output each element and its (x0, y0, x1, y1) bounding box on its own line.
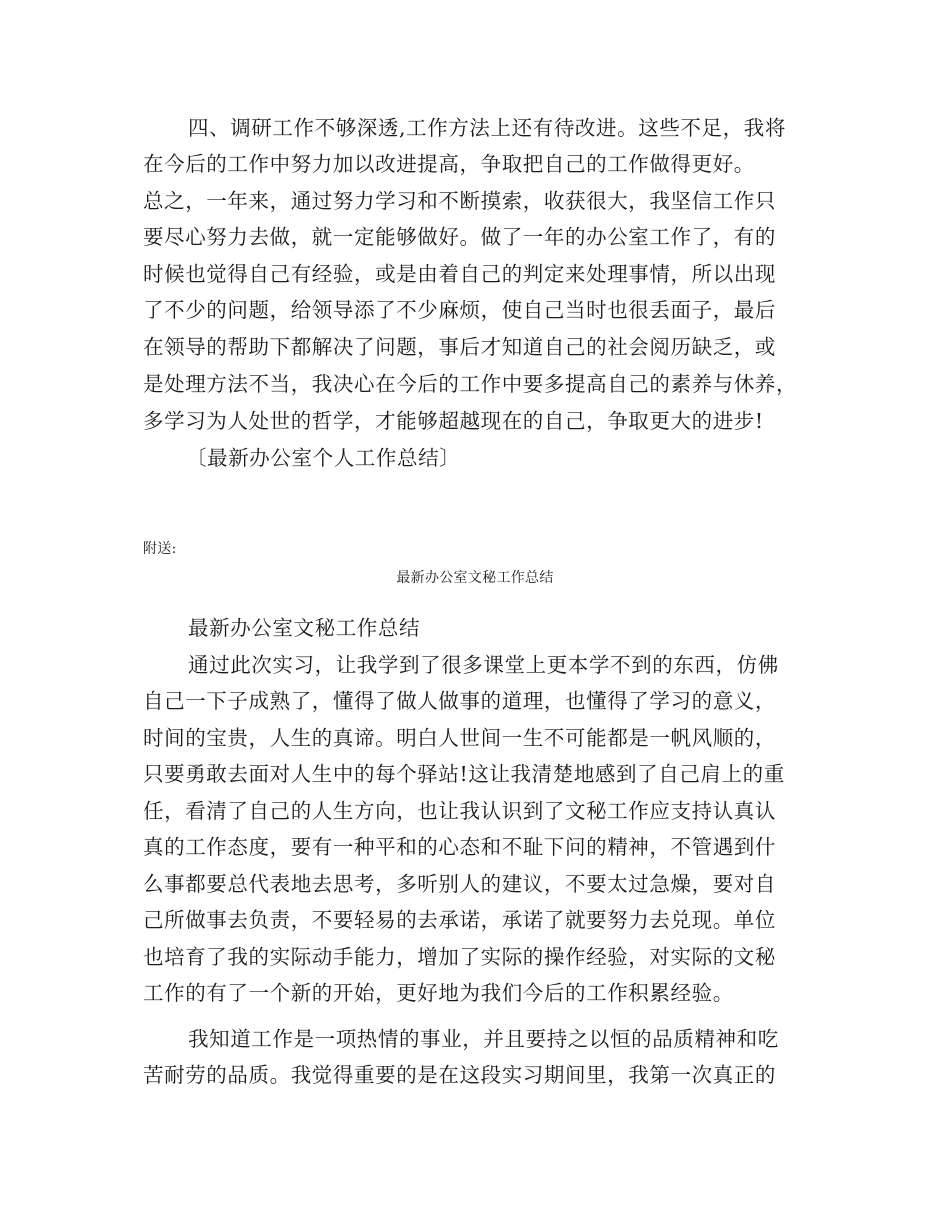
paragraph-line: 么事都要总代表地去思考，多听别人的建议，不要太过急燥，要对自 (143, 872, 776, 896)
paragraph-line: 任，看清了自己的人生方向，也让我认识到了文秘工作应支持认真认 (143, 799, 776, 823)
paragraph-line: 也培育了我的实际动手能力，增加了实际的操作经验，对实际的文秘 (143, 945, 776, 969)
paragraph-line: 己所做事去负责，不要轻易的去承诺，承诺了就要努力去兑现。单位 (143, 908, 776, 932)
paragraph-line: 总之，一年来，通过努力学习和不断摸索，收获很大，我坚信工作只 (143, 189, 776, 213)
paragraph-line: 在今后的工作中努力加以改进提高，争取把自己的工作做得更好。 (143, 152, 755, 176)
paragraph-line: 我知道工作是一项热情的事业，并且要持之以恒的品质精神和吃 (188, 1027, 779, 1051)
paragraph-line: 时间的宝贵，人生的真谛。明白人世间一生不可能都是一帆风顺的， (143, 726, 776, 750)
appendix-label: 附送: (143, 541, 177, 557)
paragraph-line: 时候也觉得自己有经验，或是由着自己的判定来处理事情，所以出现 (143, 262, 776, 286)
paragraph-line: 工作的有了一个新的开始，更好地为我们今后的工作积累经验。 (143, 981, 734, 1005)
paragraph-line: 只要勇敢去面对人生中的每个驿站!这让我清楚地感到了自己肩上的重 (143, 762, 785, 786)
paragraph-line: 了不少的问题，给领导添了不少麻烦，使自己当时也很丢面子，最后 (143, 298, 776, 322)
appendix-title: 最新办公室文秘工作总结 (396, 570, 554, 586)
paragraph-line: 苦耐劳的品质。我觉得重要的是在这段实习期间里，我第一次真正的 (143, 1063, 776, 1087)
section-caption: 〔最新办公室个人工作总结〕 (186, 446, 461, 470)
paragraph-line: 多学习为人处世的哲学，才能够超越现在的自己，争取更大的进步! (143, 409, 764, 433)
paragraph-line: 真的工作态度，要有一种平和的心态和不耻下问的精神，不管遇到什 (143, 835, 776, 859)
article-subtitle: 最新办公室文秘工作总结 (188, 616, 421, 640)
paragraph-line: 是处理方法不当，我决心在今后的工作中要多提高自己的素养与休养， (143, 372, 798, 396)
paragraph-line: 自己一下子成熟了，懂得了做人做事的道理，也懂得了学习的意义， (143, 689, 776, 713)
paragraph-line: 四、调研工作不够深透,工作方法上还有待改进。这些不足，我将 (188, 116, 786, 140)
paragraph-line: 通过此次实习，让我学到了很多课堂上更本学不到的东西，仿佛 (188, 653, 779, 677)
paragraph-line: 在领导的帮助下都解决了问题，事后才知道自己的社会阅历缺乏，或 (143, 335, 776, 359)
paragraph-line: 要尽心努力去做，就一定能够做好。做了一年的办公室工作了，有的 (143, 225, 776, 249)
